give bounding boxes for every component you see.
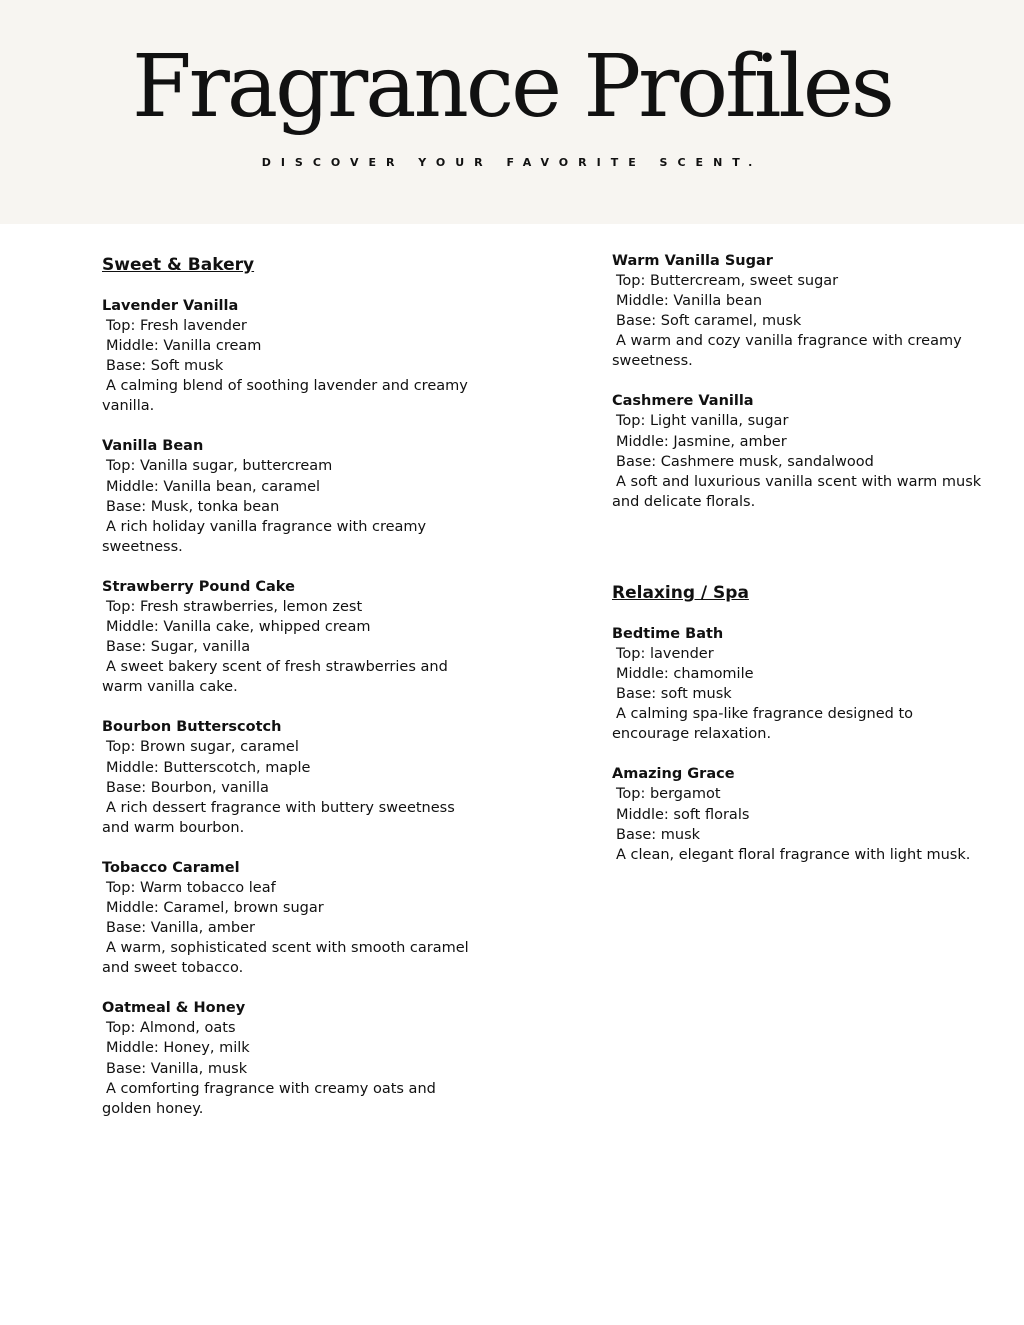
scent-top-notes: Top: Fresh lavender	[106, 318, 247, 334]
scent-middle-notes: Middle: Vanilla cake, whipped cream	[106, 619, 371, 636]
scent-base-notes: Base: Bourbon, vanilla	[106, 779, 269, 796]
scent-top-notes: Top: Light vanilla, sugar	[616, 413, 789, 430]
scent-description: A calming blend of soothing lavender and creamy vanilla.	[102, 378, 468, 415]
scent-top-notes: Top: Brown sugar, caramel	[106, 739, 299, 756]
scent-top-notes: Top: Vanilla sugar, buttercream	[106, 458, 333, 475]
scent-base-notes: Base: Soft caramel, musk	[616, 313, 802, 330]
scent-description: A warm and cozy vanilla fragrance with creamy sweetness.	[612, 333, 962, 370]
scent-vanilla-bean	[102, 436, 482, 556]
scent-tobacco-caramel	[102, 858, 482, 978]
scent-name: Oatmeal & Honey	[102, 1000, 246, 1017]
scent-middle-notes: Middle: Honey, milk	[106, 1040, 250, 1057]
scent-description: A clean, elegant floral fragrance with light musk.	[616, 846, 971, 863]
right-column	[612, 251, 987, 885]
scent-middle-notes: Middle: Vanilla bean, caramel	[106, 478, 321, 495]
scent-base-notes: Base: Sugar, vanilla	[106, 639, 251, 656]
scent-middle-notes: Middle: soft florals	[616, 806, 750, 823]
scent-top-notes: Top: Fresh strawberries, lemon zest	[106, 598, 363, 615]
scent-description: A warm, sophisticated scent with smooth caramel and sweet tobacco.	[102, 940, 469, 977]
scent-bourbon-butterscotch	[102, 717, 482, 837]
scent-top-notes: Top: Warm tobacco leaf	[106, 879, 276, 896]
scent-description: A soft and luxurious vanilla scent with warm musk and delicate florals.	[612, 473, 982, 510]
scent-name: Bourbon Butterscotch	[102, 719, 282, 736]
scent-strawberry-pound-cake	[102, 577, 482, 697]
scent-middle-notes: Middle: Vanilla bean	[616, 293, 763, 310]
scent-top-notes: Top: bergamot	[616, 786, 721, 803]
scent-name: Amazing Grace	[612, 766, 735, 783]
scent-middle-notes: Middle: chamomile	[616, 666, 754, 683]
scent-oatmeal-honey	[102, 998, 482, 1118]
scent-middle-notes: Middle: Butterscotch, maple	[106, 759, 311, 776]
page-title: Fragrance Profiles	[132, 37, 892, 137]
scent-base-notes: Base: Soft musk	[106, 358, 224, 375]
scent-description: A calming spa-like fragrance designed to encourage relaxation.	[612, 706, 914, 743]
scent-lavender-vanilla	[102, 296, 482, 416]
left-column	[102, 254, 482, 1139]
scent-base-notes: Base: soft musk	[616, 686, 732, 703]
scent-base-notes: Base: Musk, tonka bean	[106, 498, 280, 515]
page-subtitle: DISCOVER YOUR FAVORITE SCENT.	[261, 156, 763, 169]
scent-middle-notes: Middle: Jasmine, amber	[616, 433, 787, 450]
scent-name: Tobacco Caramel	[102, 859, 240, 876]
scent-description: A sweet bakery scent of fresh strawberries and warm vanilla cake.	[102, 659, 448, 696]
scent-top-notes: Top: lavender	[616, 645, 714, 662]
scent-base-notes: Base: Cashmere musk, sandalwood	[616, 453, 874, 470]
scent-warm-vanilla-sugar	[612, 251, 987, 371]
scent-base-notes: Base: musk	[616, 826, 701, 843]
scent-cashmere-vanilla	[612, 391, 987, 511]
scent-name: Strawberry Pound Cake	[102, 578, 295, 595]
scent-name: Vanilla Bean	[102, 438, 204, 455]
scent-amazing-grace	[612, 764, 987, 864]
scent-name: Warm Vanilla Sugar	[612, 253, 773, 269]
section-title-relaxing-spa: Relaxing / Spa	[612, 582, 749, 603]
section-title-sweet-bakery: Sweet & Bakery	[102, 255, 255, 275]
scent-top-notes: Top: Buttercream, sweet sugar	[616, 273, 839, 289]
scent-description: A rich holiday vanilla fragrance with creamy sweetness.	[102, 518, 427, 555]
scent-base-notes: Base: Vanilla, musk	[106, 1060, 248, 1077]
scent-bedtime-bath	[612, 624, 987, 744]
scent-description: A rich dessert fragrance with buttery sweetness and warm bourbon.	[102, 799, 455, 836]
scent-base-notes: Base: Vanilla, amber	[106, 920, 255, 937]
scent-top-notes: Top: Almond, oats	[106, 1020, 236, 1037]
header-banner	[0, 0, 1024, 224]
scent-name: Bedtime Bath	[612, 625, 724, 642]
scent-description: A comforting fragrance with creamy oats and golden honey.	[102, 1080, 436, 1117]
scent-name: Cashmere Vanilla	[612, 393, 754, 410]
scent-name: Lavender Vanilla	[102, 298, 239, 314]
scent-middle-notes: Middle: Vanilla cream	[106, 338, 262, 355]
scent-middle-notes: Middle: Caramel, brown sugar	[106, 899, 324, 916]
